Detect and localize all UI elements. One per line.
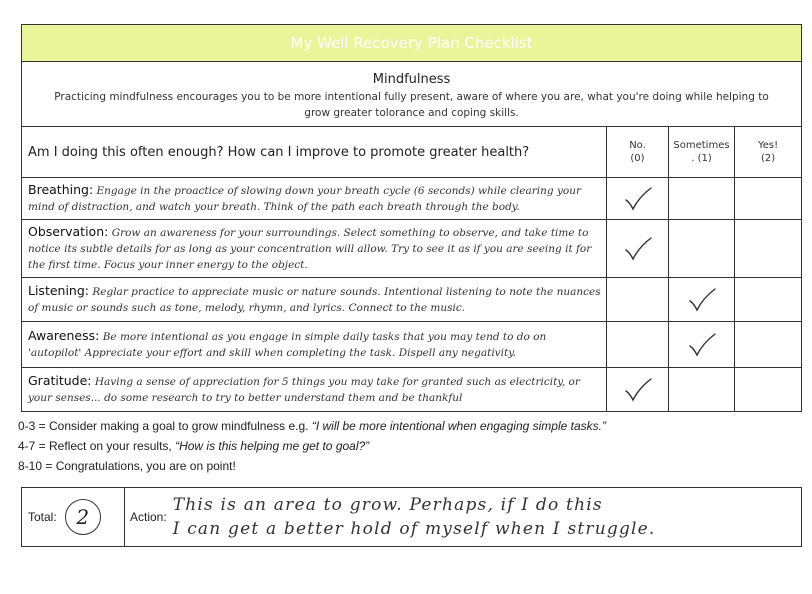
item-description (22, 368, 607, 412)
item-name: Observation: (28, 224, 109, 239)
column-yes-label: Yes! (757, 140, 779, 151)
checkbox-yes[interactable] (735, 368, 802, 412)
checkbox-yes[interactable] (735, 220, 802, 278)
scale-line (18, 436, 606, 456)
scale-range: 0-3 = Consider making a goal to grow mindfulness e.g. (18, 419, 312, 433)
column-yes-score: (2) (760, 153, 776, 164)
table-row (22, 178, 802, 220)
column-sometimes (669, 127, 735, 178)
checkbox-no[interactable] (607, 278, 669, 322)
item-name: Gratitude: (28, 373, 92, 388)
action-label: Action: (130, 510, 167, 524)
column-no-score: (0) (630, 153, 645, 164)
checkbox-no[interactable] (607, 178, 669, 220)
checkbox-no[interactable] (607, 220, 669, 278)
checklist-table (21, 24, 802, 412)
page-title: My Well Recovery Plan Checklist (22, 25, 802, 62)
scoring-scale (18, 416, 606, 476)
total-action-table (21, 487, 802, 547)
column-no-label: No. (629, 140, 646, 151)
item-text: Having a sense of appreciation for 5 things you may take for granted such as electricity, or your senses... do some research to try to better understand them and be thankful (28, 376, 580, 404)
item-description (22, 178, 607, 220)
checkmark-icon (687, 332, 717, 358)
total-value[interactable]: 2 (65, 499, 101, 535)
action-cell (125, 488, 802, 547)
scale-quote: “How is this helping me get to goal?” (175, 439, 370, 453)
item-text: Be more intentional as you engage in simple daily tasks that you may tend to do on 'autopilot' Appreciate your effort and skill when completing the task. Dispell any negativity. (28, 331, 547, 359)
checkbox-sometimes[interactable] (669, 220, 735, 278)
action-text[interactable] (167, 493, 656, 541)
item-text: Reglar practice to appreciate music or nature sounds. Intentional listening to note the nuances of music or sounds such as tone, melody, rhymn, and lyrics. Connect to the music. (28, 286, 601, 314)
section-header (22, 62, 802, 127)
item-name: Awareness: (28, 328, 100, 343)
checkbox-yes[interactable] (735, 278, 802, 322)
item-description (22, 220, 607, 278)
table-row (22, 368, 802, 412)
action-line: This is an area to grow. Perhaps, if I do this (172, 495, 603, 515)
checkmark-icon (687, 287, 717, 313)
section-title: Mindfulness (372, 71, 451, 87)
checkbox-sometimes[interactable] (669, 368, 735, 412)
scale-line (18, 456, 606, 476)
checkbox-yes[interactable] (735, 322, 802, 368)
item-name: Listening: (28, 283, 90, 298)
table-row (22, 322, 802, 368)
total-cell (22, 488, 125, 547)
checkbox-no[interactable] (607, 322, 669, 368)
checklist-sheet (21, 24, 801, 412)
checkbox-sometimes[interactable] (669, 322, 735, 368)
checkmark-icon (623, 236, 653, 262)
table-row (22, 278, 802, 322)
checkbox-yes[interactable] (735, 178, 802, 220)
action-line: I can get a better hold of myself when I struggle. (172, 519, 656, 539)
total-label: Total: (28, 510, 57, 525)
table-row (22, 220, 802, 278)
question-header: Am I doing this often enough? How can I improve to promote greater health? (22, 127, 607, 178)
scale-line (18, 416, 606, 436)
checkbox-sometimes[interactable] (669, 178, 735, 220)
item-name: Breathing: (28, 182, 94, 197)
column-sometimes-score: . (1) (691, 153, 712, 164)
checkbox-no[interactable] (607, 368, 669, 412)
checkmark-icon (623, 377, 653, 403)
section-description: Practicing mindfulness encourages you to be more intentional fully present, aware of where you are, what you're doing while helping to grow greater tolorance and coping skills. (54, 90, 769, 119)
checkmark-icon (623, 186, 653, 212)
item-description (22, 278, 607, 322)
column-sometimes-label: Sometimes (673, 140, 730, 151)
scale-quote: “I will be more intentional when engaging simple tasks.” (311, 419, 606, 433)
column-yes (735, 127, 802, 178)
item-description (22, 322, 607, 368)
scale-range: 4-7 = Reflect on your results, (18, 439, 176, 453)
column-no (607, 127, 669, 178)
item-text: Engage in the proactice of slowing down your breath cycle (6 seconds) while clearing your mind of distraction, and watch your breath. Think of the path each breath through the body. (28, 185, 581, 213)
item-text: Grow an awareness for your surroundings. Select something to observe, and take time to notice its subtle details for as long as your concentration will allow. Try to see it as if you are seeing it for the first time. Focus your inner energy to the object. (28, 227, 592, 271)
scale-range: 8-10 = Congratulations, you are on point! (18, 459, 236, 473)
checkbox-sometimes[interactable] (669, 278, 735, 322)
